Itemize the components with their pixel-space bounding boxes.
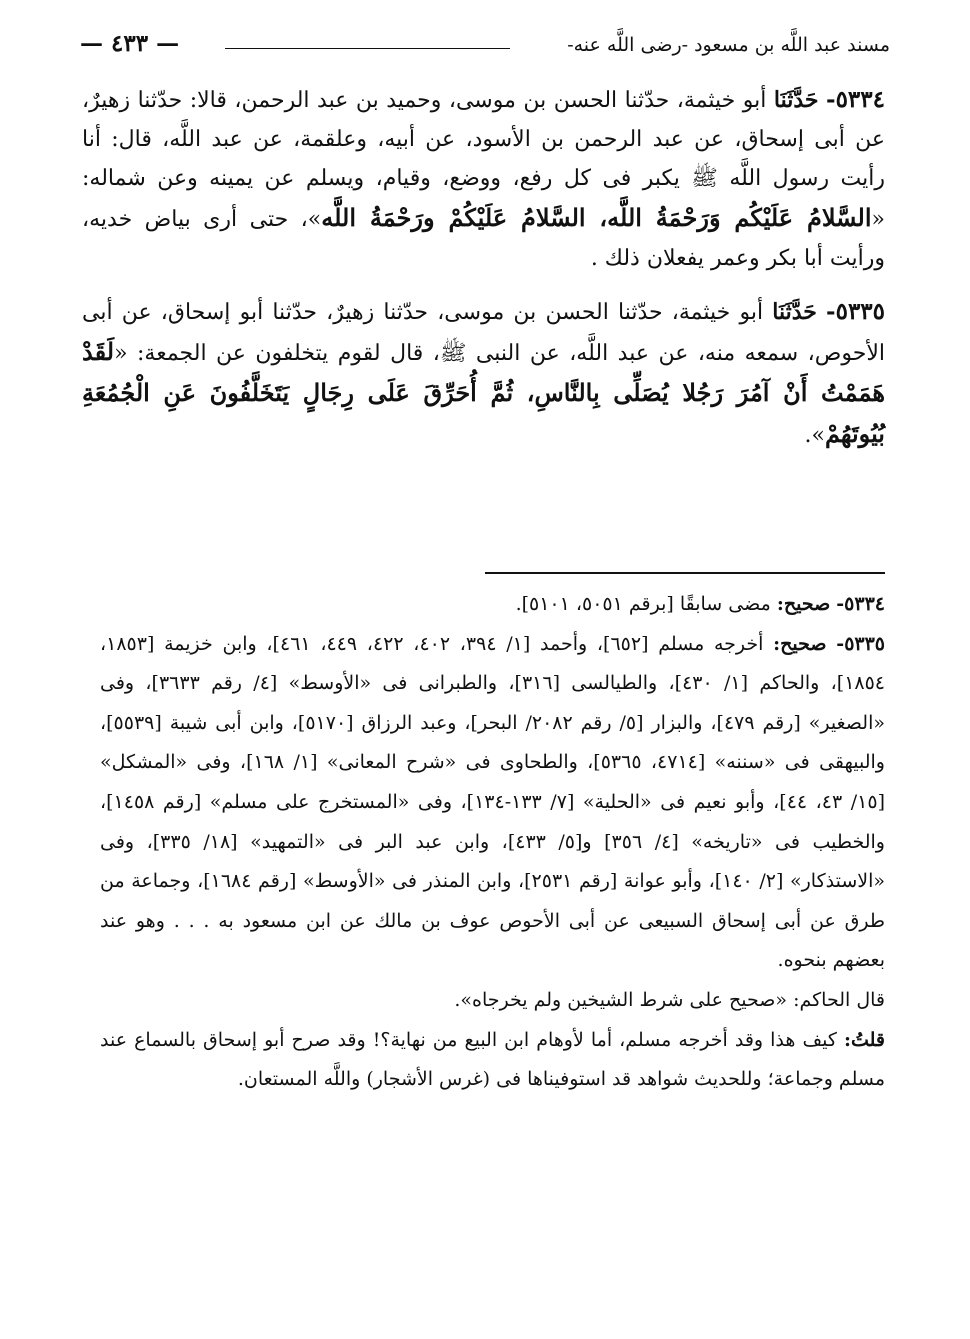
hadith-number: ٥٣٣٤- (826, 86, 885, 113)
footnote-number: ٥٣٣٥- (836, 632, 886, 655)
running-title: مسند عبد اللَّه بن مسعود -رضى اللَّه عنه- (567, 34, 890, 56)
hadith-text-end: ». (804, 423, 825, 448)
comment-label: قلتُ: (843, 1028, 885, 1051)
hadith-number: ٥٣٣٥- (826, 298, 886, 325)
footnotes (100, 585, 885, 1100)
hakim-quote: قال الحاكم: «صحيح على شرط الشيخين ولم يخرجاه». (454, 988, 885, 1011)
hadith-text: أبو خيثمة، حدّثنا الحسن بن موسى، وحميد بن عبد الرحمن، قالا: حدّثنا زهيرٌ، عن أبى إسحاق، عن عبد الرحمن بن الأسود، عن أبيه، وعلقمة، عن عبد اللَّه، قال: أنا رأيت رسول اللَّه ﷺ يكبر فى كل رفع، ووضع، وقيام، ويسلم عن يمينه وعن شماله: « (82, 88, 885, 232)
footnote-text: أخرجه مسلم [٦٥٢]، وأحمد [١/ ٣٩٤، ٤٠٢، ٤٢٢، ٤٤٩، ٤٦١]، وابن خزيمة [١٨٥٣، ١٨٥٤]، والحاكم [١/ ٤٣٠]، والطيالسى [٣١٦]، والطبرانى فى «الأوسط» [٤/ رقم ٣٦٣٣]، وفى «الصغير» [رقم ٤٧٩]، والبزار [٥/ رقم ٢٠٨٢/ البحر]، وعبد الرزاق [٥١٧٠]، وابن أبى شيبة [٥٥٣٩]، والبيهقى فى «سننه» [٤٧١٤، ٥٣٦٥]، والطحاوى فى «شرح المعانى» [١/ ١٦٨]، وفى «المشكل» [١٥/ ٤٣، ٤٤]، وأبو نعيم فى «الحلية» [٧/ ١٣٣-١٣٤]، وفى «المستخرج على مسلم» [رقم ١٤٥٨]، والخطيب فى «تاريخه» [٤/ ٣٥٦] و[٥/ ٤٣٣]، وابن عبد البر فى «التمهيد» [١٨/ ٣٣٥]، وفى «الاستذكار» [٢/ ١٤٠]، وأبو عوانة [رقم ٢٥٣١]، وابن المنذر فى «الأوسط» [رقم ١٦٨٤]، وجماعة من طرق عن أبى إسحاق السبيعى عن أبى الأحوص عوف بن مالك عن ابن مسعود به . . . وهو عند بعضهم بنحوه. (100, 632, 886, 972)
footnote-text: مضى سابقًا [برقم ٥٠٥١، ٥١٠١]. (515, 593, 777, 615)
page-header (80, 28, 890, 68)
footnote (100, 625, 885, 981)
footnote-separator (485, 572, 885, 574)
hadith-lead-word: حَدَّثَنَا (773, 87, 819, 113)
hadith-prophetic-quote: السَّلامُ عَلَيْكُم وَرَحْمَةُ اللَّه، السَّلامُ عَلَيْكُمْ ورَحْمَةُ اللَّه (321, 203, 872, 232)
hadith-prophetic-quote: لَقَدْ هَمَمْتُ أَنْ آمُرَ رَجُلا يُصَلِّى بِالنَّاسِ، ثُمَّ أُحَرِّقَ عَلَى رِجَالٍ يَتَخَلَّفُونَ عَنِ الْجُمُعَةِ بُيُوتَهُمْ (82, 337, 885, 448)
footnote-grade: صحيح: (773, 632, 827, 655)
footnote-number: ٥٣٣٤- (836, 593, 885, 615)
main-text (82, 80, 885, 469)
page-number-value: ٤٣٣ (111, 30, 149, 57)
header-rule (225, 48, 510, 49)
footnote (100, 585, 885, 625)
comment-text: كيف هذا وقد أخرجه مسلم، أما لأوهام ابن البيع من نهاية؟! وقد صرح أبو إسحاق بالسماع عند مسلم وجماعة؛ وللحديث شواهد قد استوفيناها فى (غرس الأشجار) واللَّه المستعان. (100, 1028, 885, 1091)
hadith-lead-word: حَدَّثَنَا (772, 299, 817, 325)
hadith-text-end: »، حتى أرى بياض خديه، ورأيت أبا بكر وعمر يفعلان ذلك . (82, 207, 885, 271)
hadith-paragraph (82, 80, 885, 278)
editor-comment (100, 1021, 885, 1100)
footnote-grade: صحيح: (776, 593, 831, 615)
hadith-paragraph (82, 292, 885, 455)
hadith-text: أبو خيثمة، حدّثنا الحسن بن موسى، حدّثنا زهيرٌ، حدّثنا أبو إسحاق، عن أبى الأحوص، سمعه منه، عن عبد اللَّه، عن النبى ﷺ، قال لقوم يتخلفون عن الجمعة: « (82, 300, 885, 366)
page-number: — ٤٣٣ — (80, 30, 180, 57)
